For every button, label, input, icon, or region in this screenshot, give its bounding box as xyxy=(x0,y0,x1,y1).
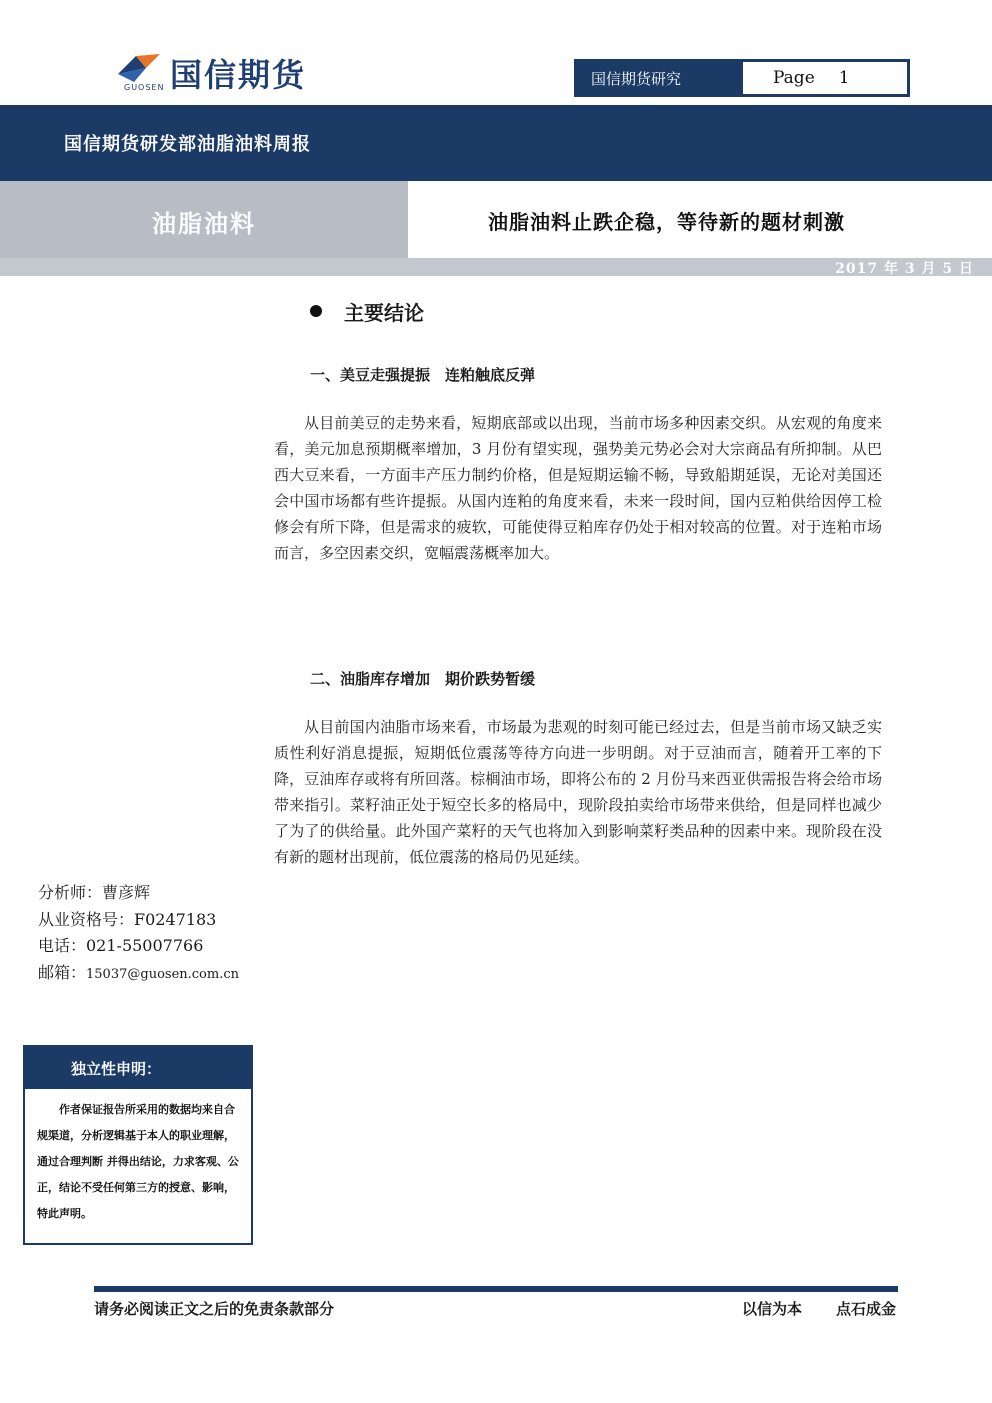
analyst-info xyxy=(38,880,239,988)
footer-notice: 请务必阅读正文之后的免责条款部分 xyxy=(94,1300,335,1318)
slogan-1: 以信为本 xyxy=(741,1300,802,1318)
company-logo xyxy=(116,48,356,96)
report-banner xyxy=(0,105,992,181)
main-title: 主要结论 xyxy=(344,301,424,325)
section-body: 从目前国内油脂市场来看，市场最为悲观的时刻可能已经过去，但是当前市场又缺乏实质性利好消息提振，短期低位震荡等待方向进一步明朗。对于豆油而言，随着开工率的下降，豆油库存或将有所回落。棕榈油市场，即将公布的 2 月份马来西亚供需报告将会给市场带来指引。菜籽油正处于短空长多的格局中，现阶段拍卖给市场带来供给，但是同样也减少了为了的供给量。此外国产菜籽的天气也将加入到影响菜籽类品种的因素中来。现阶段在没有新的题材出现前，低位震荡的格局仍见延续。 xyxy=(274,718,882,866)
page-number-area xyxy=(743,62,907,94)
report-name: 国信期货研发部油脂油料周报 xyxy=(64,134,311,155)
footer-rule xyxy=(94,1286,898,1292)
page-label: Page xyxy=(773,68,815,88)
analyst-license: 从业资格号：F0247183 xyxy=(38,909,217,929)
statement-title: 独立性申明： xyxy=(25,1047,251,1089)
research-label: 国信期货研究 xyxy=(577,62,743,94)
analyst-phone: 电话：021-55007766 xyxy=(38,936,204,955)
category-label: 油脂油料 xyxy=(152,209,256,238)
logo-english: GUOSEN xyxy=(124,83,165,92)
logo-text: 国信期货 xyxy=(170,56,307,94)
page-indicator xyxy=(574,59,910,97)
email-label: 邮箱： xyxy=(38,962,87,982)
report-date: 2017 年 3 月 5 日 xyxy=(835,261,974,277)
statement-body: 作者保证报告所采用的数据均来自合规渠道，分析逻辑基于本人的职业理解，通过合理判断 并得出结论，力求客观、公正，结论不受任何第三方的授意、影响，特此声明。 xyxy=(37,1103,239,1220)
page-number: 1 xyxy=(838,68,850,88)
bullet-icon xyxy=(310,305,322,317)
section-title: 二、油脂库存增加 期价跌势暂缓 xyxy=(310,670,536,688)
independence-statement xyxy=(23,1045,253,1245)
slogan-2: 点石成金 xyxy=(835,1300,896,1318)
analyst-name: 分析师：曹彦辉 xyxy=(38,883,151,902)
logo-icon xyxy=(116,48,172,88)
category-block xyxy=(0,181,408,262)
report-headline: 油脂油料止跌企稳，等待新的题材刺激 xyxy=(488,210,845,234)
section-title: 一、美豆走强提振 连粕触底反弹 xyxy=(310,366,536,384)
analyst-email-row xyxy=(38,960,239,989)
footer-slogan xyxy=(742,1298,896,1319)
section-body: 从目前美豆的走势来看，短期底部或以出现，当前市场多种因素交织。从宏观的角度来看，美元加息预期概率增加，3 月份有望实现，强势美元势必会对大宗商品有所抑制。从巴西大豆来看，一方面丰产压力制约价格，但是短期运输不畅，导致船期延误，无论对美国还会中国市场都有些许提振。从国内连粕的角度来看，未来一段时间，国内豆粕供给因停工检修会有所下降，但是需求的疲软，可能使得豆粕库存仍处于相对较高的位置。对于连粕市场而言，多空因素交织，宽幅震荡概率加大。 xyxy=(274,414,882,562)
analyst-email: 15037@guosen.com.cn xyxy=(86,966,239,982)
